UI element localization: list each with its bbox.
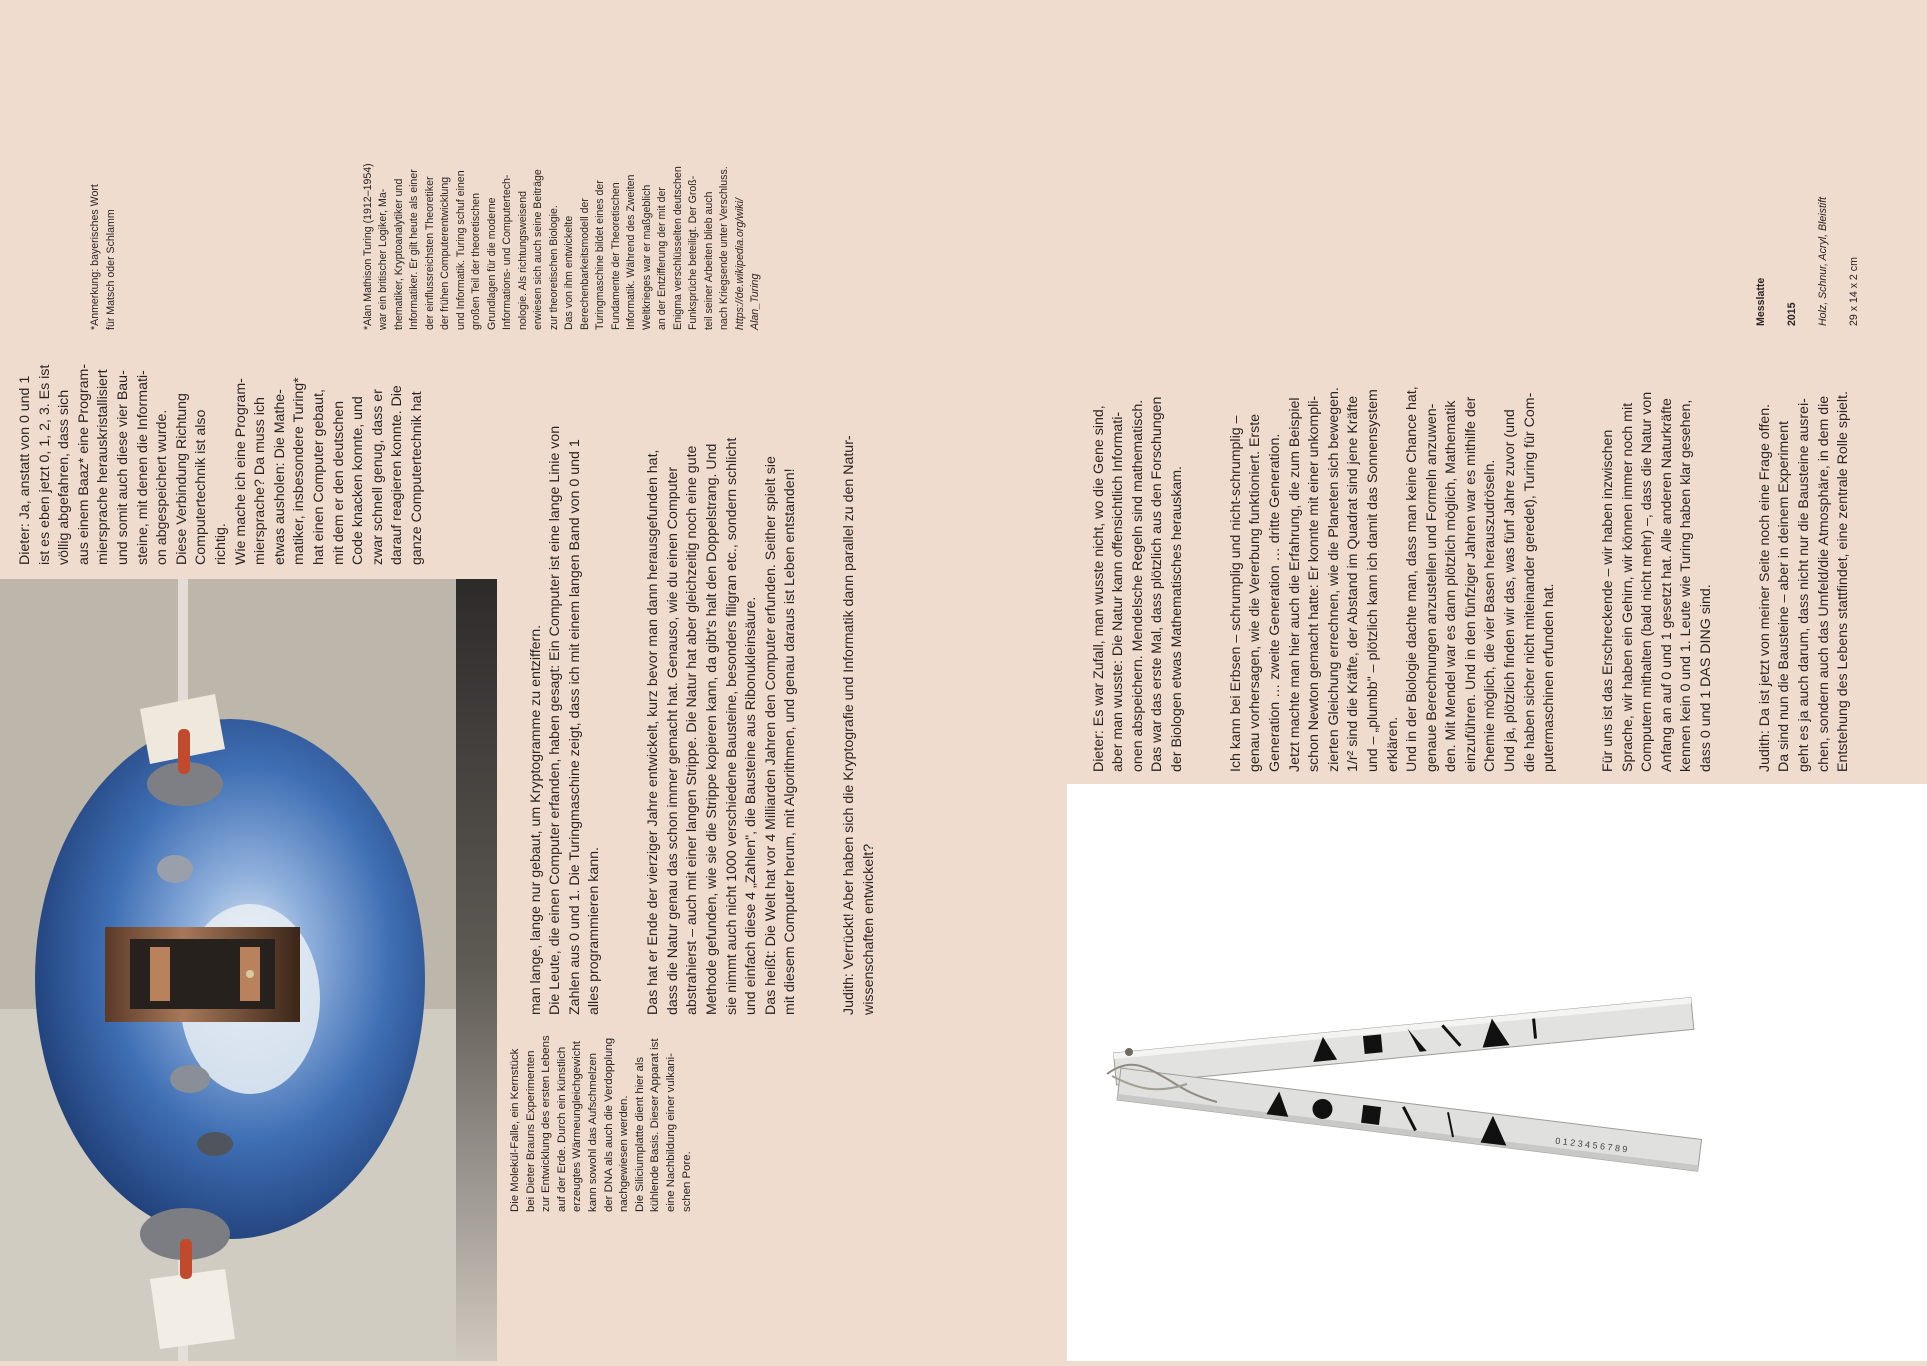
photo-caption: Die Molekül-Falle, ein Kernstück bei Dieter Brauns Experimenten zur Entwicklung des ersten Lebens auf der Erde. Durch ein künstlich erzeugtes Wärmeungleichgewicht kann sowohl das Aufschmelzen der DNA als auch die Verdopplung nachgewiesen werden. Die Siliciumplatte dient hier als kühlende Basis. Dieser Apparat ist eine Nachbildung einer vulkani- schen Pore. <box>509 1035 693 1212</box>
column3-paragraph-3: Für uns ist das Erschreckende – wir haben inzwischen Sprache, wir haben ein Gehirn, wir können immer noch mit Computern mithalten (bald nicht mehr) –, dass die Natur von Anfang an auf 0 und 1 gesetzt hat. Alle anderen Naturkräfte kennen kein 0 und 1. Leute wie Turing haben klar gesehen, dass 0 und 1 DAS DING sind. <box>1600 391 1714 772</box>
column3-paragraph-4: Judith: Da ist jetzt von meiner Seite noch eine Frage offen. Da sind nun die Bausteine – aber in deinem Experiment geht es ja auch darum, dass nicht nur die Bausteine ausrei- chen, sondern auch das Umfeld/die Atmosphäre, in dem die Entstehung des Lebens stattfindet, eine zentrale Rolle spielt. <box>1756 391 1852 772</box>
artwork-metadata <box>1738 156 1860 326</box>
artwork-title: Messlatte <box>1754 277 1767 326</box>
footnote-turing <box>345 115 865 330</box>
molecule-trap-photo <box>0 579 497 1361</box>
ruler-arm-lower <box>1117 1068 1702 1171</box>
footnote-baaz: *Anmerkung: bayerisches Wort für Matsch oder Schlamm <box>89 184 117 330</box>
artwork-dimensions: 29 x 14 x 2 cm <box>1847 257 1860 326</box>
photo-edge-shadow <box>456 579 497 1361</box>
molecule-trap-illustration <box>0 579 497 1361</box>
artwork-material: Holz, Schnur, Acryl, Bleistift <box>1816 196 1829 326</box>
column2-paragraph-3: Judith: Verrückt! Aber haben sich die Kryptografie und Informatik dann parallel zu den Natur- wissenschaften entwickelt? <box>841 435 877 1015</box>
column2-paragraph-2: Das hat er Ende der vierziger Jahre entwickelt, kurz bevor man dann herausgefunden hat, dass die Natur genau das schon immer gemacht hat. Genauso, wie du einen Computer abstrahierst – auch mit einer langen Strippe. Die Natur hat aber gleichzeitig noch eine gute Methode gefunden, wie sie die Strippe kopieren kann, da gibt's halt den Doppelstrang. Und sie nimmt auch nicht 1000 verschiedene Bausteine, besonders filigran etc., sondern schlicht und einfach diese 4 „Zahlen", die Bausteine aus Ribonukleinsäure. Das heißt: Die Welt hat vor 4 Milliarden Jahren den Computer erfunden. Seither spielt sie mit diesem Computer herum, mit Algorithmen, und genau daraus ist Leben entstanden! <box>645 437 799 1015</box>
column2-paragraph-1: man lange, lange nur gebaut, um Kryptogramme zu entziffern. Die Leute, die einen Computer erfanden, haben gesagt: Ein Computer ist eine lange Linie von Zahlen aus 0 und 1. Die Turingmaschine zeigt, dass ich mit einem langen Band von 0 und 1 alles programmieren kann. <box>527 425 603 1015</box>
artwork-photo-panel <box>1067 784 1927 1361</box>
artwork-year: 2015 <box>1785 302 1798 326</box>
footnote-turing-text: *Alan Mathison Turing (1912–1954) war ein britischer Logiker, Ma- thematiker, Kryptoanalytiker und Informatiker. Er gilt heute als einer der einflussreichsten Theoretiker der frühen Computerentwicklung und Informatik. Turing schuf einen großen Teil der theoretischen Grundlagen für die moderne Informations- und Computertech- nologie. Als richtungsweisend erwiesen sich auch seine Beiträge zur theoretischen Biologie. Das von ihm entwickelte Berechenbarkeitsmodell der Turingmaschine bildet eines der Fundamente der Theoretischen Informatik. Während des Zweiten Weltkrieges war er maßgeblich an der Entzifferung der mit der Enigma verschlüsselten deutschen Funksprüche beteiligt. Der Groß- teil seiner Arbeiten blieb auch nach Kriegsende unter Verschluss. <box>361 163 730 330</box>
dialogue-text-column3 <box>1070 342 1910 772</box>
folding-ruler-artwork <box>1067 784 1927 1361</box>
ruler-arm-upper <box>1113 997 1693 1084</box>
ruler-scale-digits: 0 1 2 3 4 5 6 7 8 9 <box>1554 1135 1628 1155</box>
column3-paragraph-1: Dieter: Es war Zufall, man wusste nicht, wo die Gene sind, aber man wusste: Die Natur kann offensichtlich Informati- onen abspeichern. Mendelsche Regeln sind mathematisch. Das war das erste Mal, dass plötzlich aus den Forschungen der Biologen etwas Mathematisches herauskam. <box>1090 396 1185 772</box>
column3-paragraph-2: Ich kann bei Erbsen – schrumplig und nicht-schrumplig – genau vorhersagen, wie die Vererbung funktioniert. Erste Generation … zweite Generation … dritte Generation. Jetzt machte man hier auch die Erfahrung, die zum Beispiel schon Newton gemacht hatte: Er konnte mit einer unkompli- zierten Gleichung errechnen, wie die Planeten sich bewegen. 1/r² sind die Kräfte, der Abstand im Quadrat sind jene Kräfte und – „plumbb" – plötzlich kann ich damit das Sonnensystem erklären. Und in der Biologie dachte man, dass man keine Chance hat, genaue Berechnungen anzustellen und Formeln anzuwen- den. Mit Mendel war es dann plötzlich möglich, Mathematik einzuführen. Und in den fünfziger Jahren war es mithilfe der Chemie möglich, die vier Basen herauszudröseln. Und ja, plötzlich finden wir das, was fünf Jahre zuvor (und die haben sicher nicht miteinander geredet), Turing für Com- putermaschinen erfunden hat. <box>1227 386 1558 772</box>
dieter-text-column1: Dieter: Ja, anstatt von 0 und 1 ist es eben jetzt 0, 1, 2, 3. Es ist völlig abgefahren, dass sich aus einem Baaz* eine Program- miersprache herauskristallisiert und somit auch diese vier Bau- steine, mit denen die Informati- on abgespeichert wurde. Diese Verbindung Richtung Computertechnik ist also richtig. Wie mache ich eine Program- miersprache? Da muss ich etwas ausholen: Die Mathe- matiker, insbesondere Turing* hat einen Computer gebaut, mit dem er den deutschen Code knacken konnte, und zwar schnell genug, dass er darauf reagieren konnte. Die ganze Computertechnik hat <box>17 363 425 565</box>
wikipedia-link[interactable]: https://de.wikipedia.org/wiki/ Alan_Turing <box>733 198 761 330</box>
dialogue-text-column2 <box>507 315 927 1015</box>
